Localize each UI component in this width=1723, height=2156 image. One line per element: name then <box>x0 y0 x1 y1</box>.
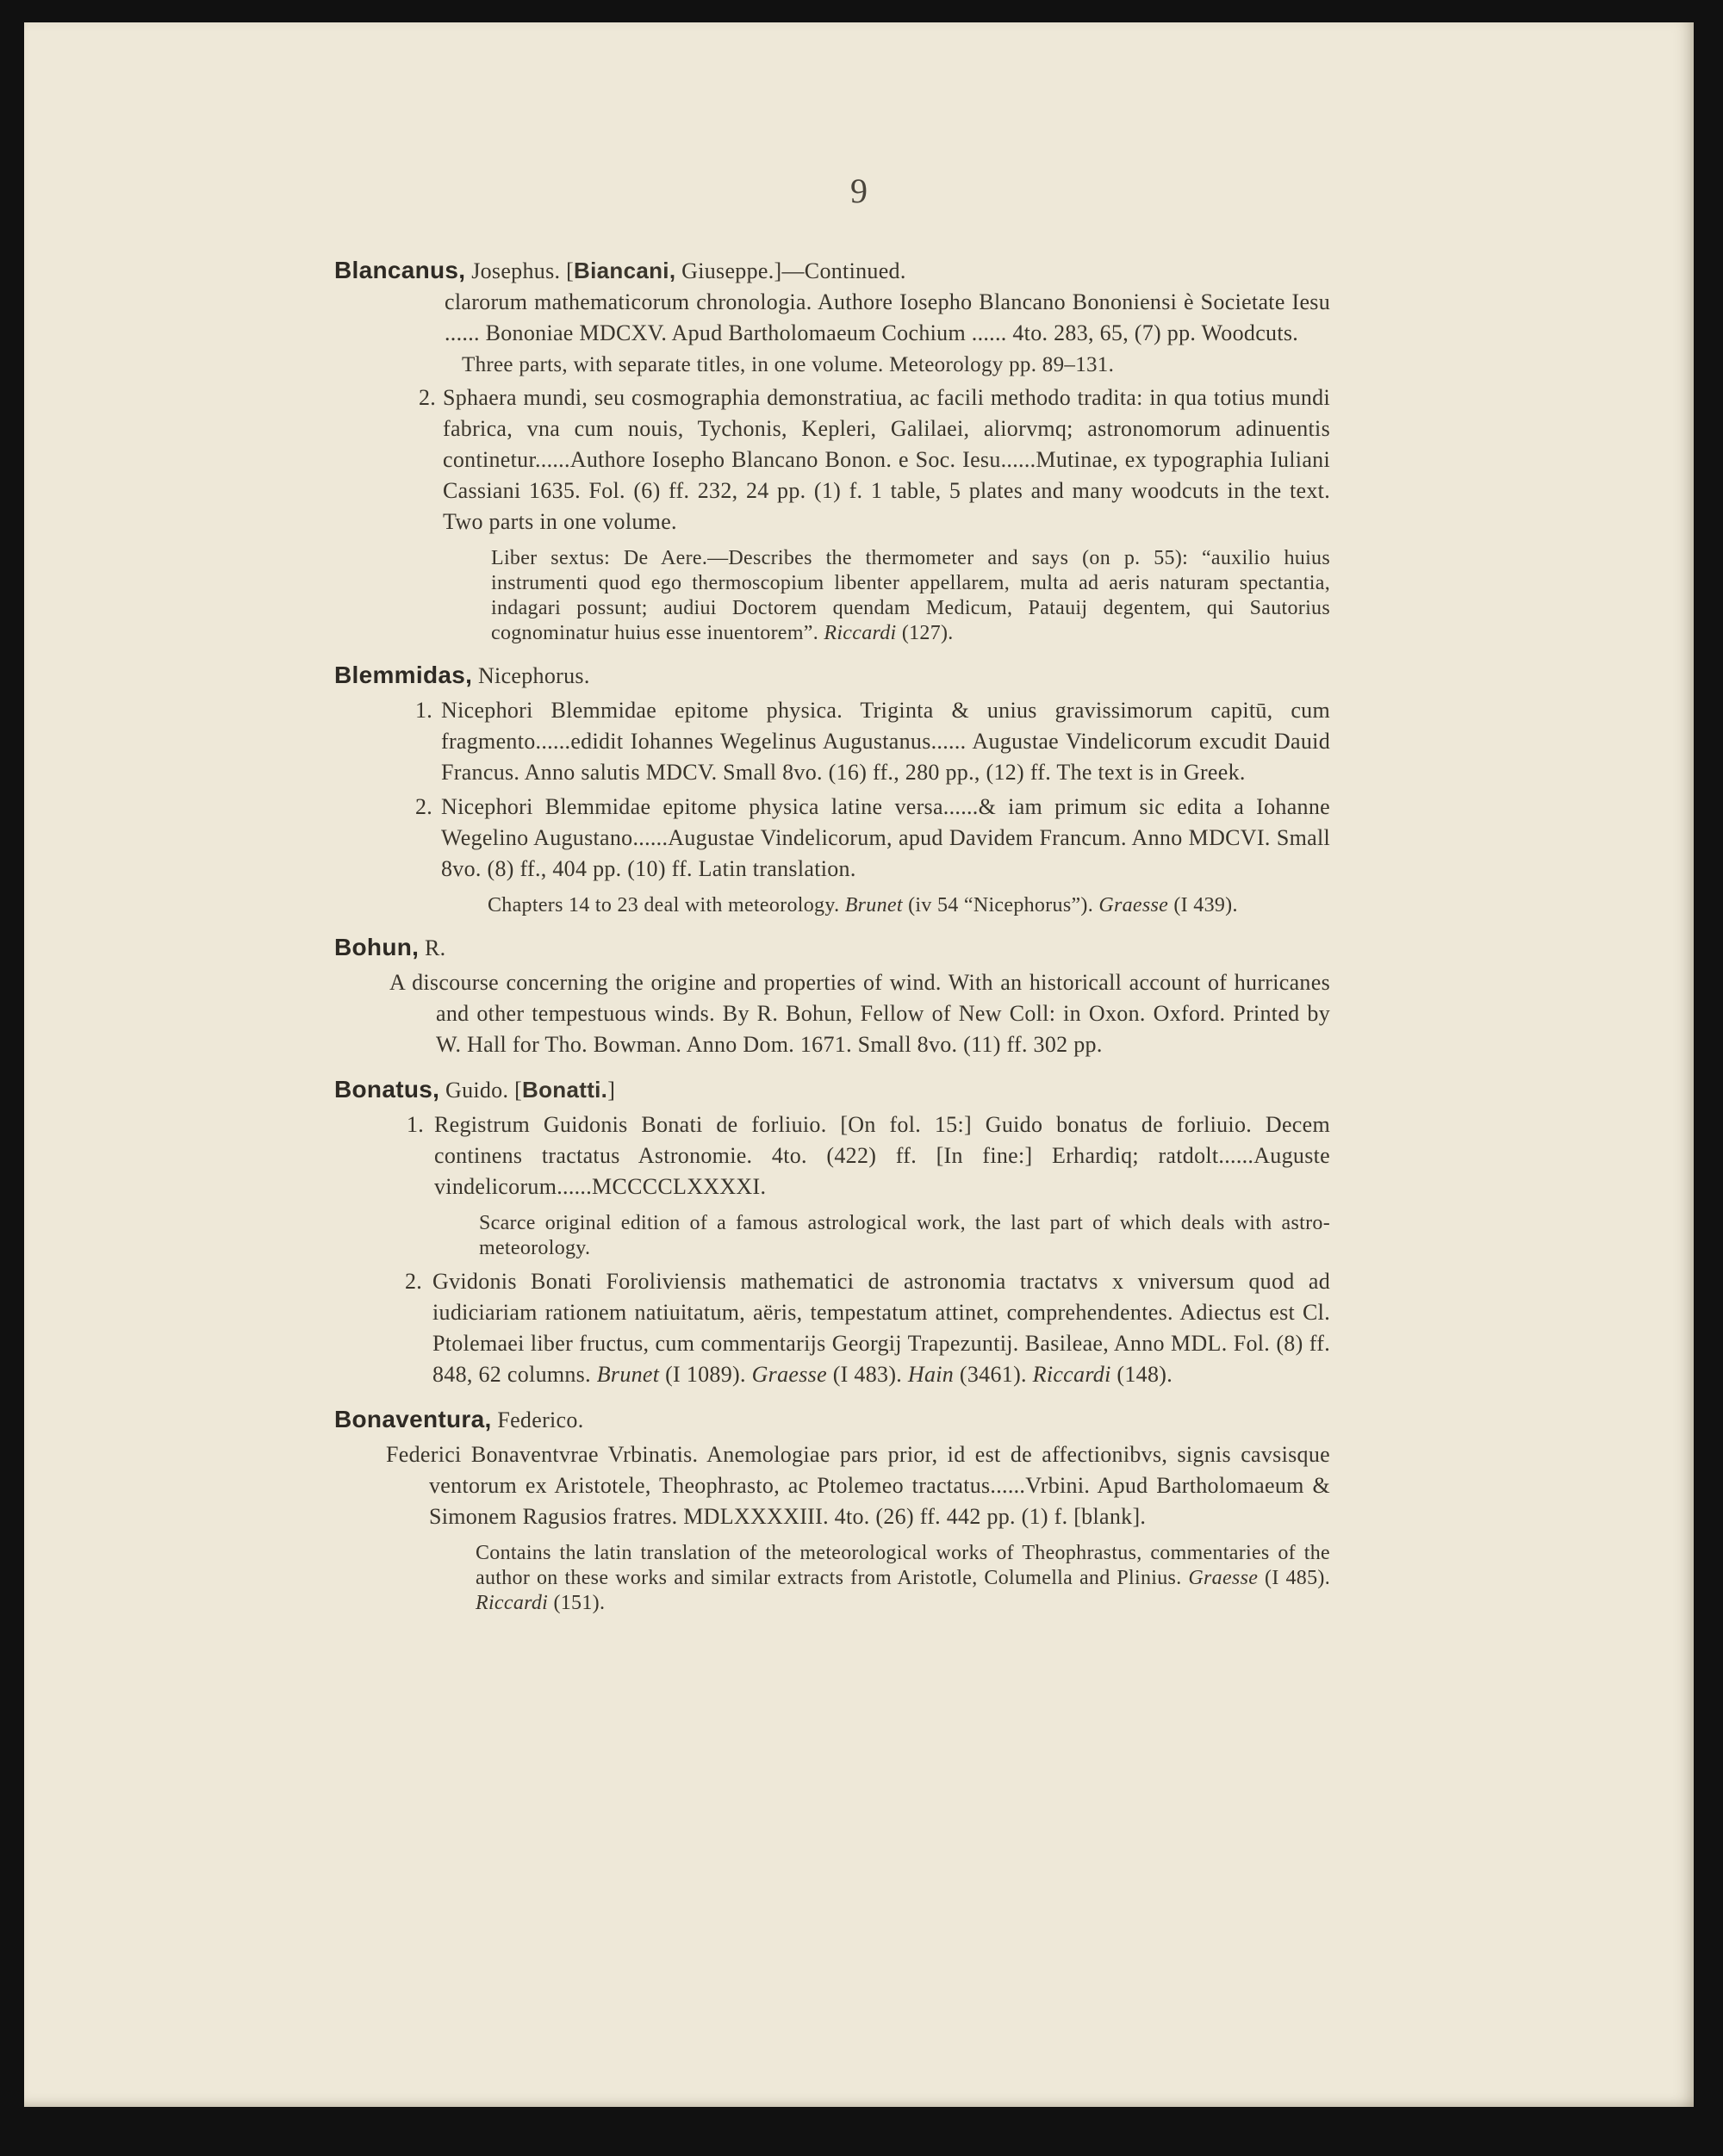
entry-heading: Blemmidas, Nicephorus. <box>334 662 590 688</box>
item-number: 2. <box>405 1269 423 1294</box>
item-number: 2. <box>419 385 437 410</box>
author-name: Bonatus, <box>334 1076 440 1103</box>
entry-heading: Blancanus, Josephus. [Biancani, Giuseppe.]—Continued. <box>334 257 906 283</box>
citation: Riccardi <box>824 622 897 644</box>
entry-note: Chapters 14 to 23 deal with meteorology. Brunet (iv 54 “Nicephorus”). Graesse (I 439). <box>488 894 1238 916</box>
entry-item <box>334 382 1334 537</box>
entry-bonaventura <box>334 1404 1334 1616</box>
item-text: Nicephori Blemmidae epitome physica. Triginta & unius gravissimorum capitū, cum fragmento......edidit Iohannes Wegelinus Augustanus...... Augustae Vindelicorum excudit Dauid Francus. Anno salutis MDCV. Small 8vo. (16) ff., 280 pp., (12) ff. The text is in Greek. <box>441 698 1330 785</box>
entry-item <box>334 792 1334 885</box>
entry-note: Scarce original edition of a famous astrological work, the last part of which deals with astro-meteorology. <box>479 1212 1330 1259</box>
item-text: Nicephori Blemmidae epitome physica latine versa......& iam primum sic edita a Iohanne Wegelino Augustano......Augustae Vindelicorum, apud Davidem Francum. Anno MDCVI. Small 8vo. (8) ff., 404 pp. (10) ff. Latin translation. <box>441 794 1330 881</box>
page-content <box>334 255 1334 1630</box>
citation: Riccardi <box>476 1592 549 1614</box>
entry-item <box>334 1109 1334 1202</box>
entry-blemmidas <box>334 660 1334 918</box>
entry-text: clarorum mathematicorum chronologia. Authore Iosepho Blancano Bononiensi è Societate Iesu ...... Bononiae MDCXV. Apud Bartholomaeum Cochium ...... 4to. 283, 65, (7) pp. Woodcuts. <box>445 289 1330 345</box>
entry-blancanus <box>334 255 1334 646</box>
citation: Riccardi <box>1032 1362 1111 1387</box>
entry-bohun <box>334 932 1334 1060</box>
author-name: Blancanus, <box>334 257 466 283</box>
citation: Graesse <box>1098 894 1169 916</box>
entry-bonatus <box>334 1074 1334 1390</box>
item-text: Gvidonis Bonati Foroliviensis mathematici de astronomia tractatvs x vniversum quod ad iudiciariam rationem natiuitatum, aëris, tempestatum attinet, comprehendentes. Adiectus est Cl. Ptolemaei liber fructus, cum commentarijs Georgij Trapezuntij. Basileae, Anno MDL. Fol. (8) ff. 848, 62 columns. <box>432 1269 1330 1387</box>
item-number: 1. <box>407 1112 425 1137</box>
citation: Graesse <box>1188 1567 1259 1589</box>
citation: Graesse <box>751 1362 827 1387</box>
alternate-name: Biancani, <box>574 258 676 283</box>
entry-text: A discourse concerning the origine and properties of wind. With an historicall account of hurricanes and other tempestuous winds. By R. Bohun, Fellow of New Coll: in Oxon. Oxford. Printed by W. Hall for Tho. Bowman. Anno Dom. 1671. Small 8vo. (11) ff. 302 pp. <box>389 970 1330 1057</box>
author-name: Bonaventura, <box>334 1406 492 1432</box>
item-number: 2. <box>415 794 433 819</box>
entry-item <box>334 695 1334 788</box>
entry-note: Liber sextus: De Aere.—Describes the thermometer and says (on p. 55): “auxilio huius instrumenti quod ego thermoscopium libenter appellarem, multa ad aeris naturam spectantia, indagari possunt; audiui Doctorem quendam Medicum, Patauij degentem, qui Sautorius cognominatur huius esse inuentorem”. Riccardi (127). <box>491 547 1330 644</box>
citation: Hain <box>907 1362 955 1387</box>
entry-heading: Bonatus, Guido. [Bonatti.] <box>334 1076 616 1103</box>
entry-heading: Bohun, R. <box>334 934 446 960</box>
entry-heading: Bonaventura, Federico. <box>334 1406 584 1432</box>
page-number: 9 <box>850 171 868 210</box>
document-page <box>24 22 1694 2107</box>
item-text: Registrum Guidonis Bonati de forliuio. [On fol. 15:] Guido bonatus de forliuio. Decem continens tractatus Astronomie. 4to. (422) ff. [In fine:] Erhardiq; ratdolt......Auguste vindelicorum......MCCCCLXXXXI. <box>434 1112 1330 1199</box>
citation: Brunet <box>596 1362 660 1387</box>
alternate-name: Bonatti. <box>522 1077 608 1103</box>
citation: Brunet <box>844 894 903 916</box>
entry-item: 2. Gvidonis Bonati Foroliviensis mathematici de astronomia tractatvs x vniversum quod ad iudiciariam rationem natiuitatum, aëris, tempestatum attinet, comprehendentes. Adiectus est Cl. Ptolemaei liber fructus, cum commentarijs Georgij Trapezuntij. Basileae, Anno MDL. Fol. (8) ff. 848, 62 columns. Brunet (I 1089). Graesse (I 483). Hain (3461). Riccardi (148). <box>334 1266 1334 1390</box>
item-number: 1. <box>415 698 433 723</box>
entry-text: Federici Bonaventvrae Vrbinatis. Anemologiae pars prior, id est de affectionibvs, signis cavsisque ventorum ex Aristotele, Theophrasto, ac Ptolemeo tractatus......Vrbini. Apud Bartholomaeum & Simonem Ragusios fratres. MDLXXXXIII. 4to. (26) ff. 442 pp. (1) f. [blank]. <box>386 1442 1330 1529</box>
author-name: Blemmidas, <box>334 662 473 688</box>
entry-note: Contains the latin translation of the meteorological works of Theophrastus, commentaries of the author on these works and similar extracts from Aristotle, Columella and Plinius. Graesse (I 485). Riccardi (151). <box>476 1542 1331 1614</box>
entry-note: Three parts, with separate titles, in one volume. Meteorology pp. 89–131. <box>462 353 1115 376</box>
item-text: Sphaera mundi, seu cosmographia demonstratiua, ac facili methodo tradita: in qua totius mundi fabrica, vna cum nouis, Tychonis, Kepleri, Galilaei, aliorvmq; astronomorum adinuentis continetur......Authore Iosepho Blancano Bonon. e Soc. Iesu......Mutinae, ex typographia Iuliani Cassiani 1635. Fol. (6) ff. 232, 24 pp. (1) f. 1 table, 5 plates and many woodcuts in the text. Two parts in one volume. <box>443 385 1330 534</box>
author-name: Bohun, <box>334 934 420 960</box>
